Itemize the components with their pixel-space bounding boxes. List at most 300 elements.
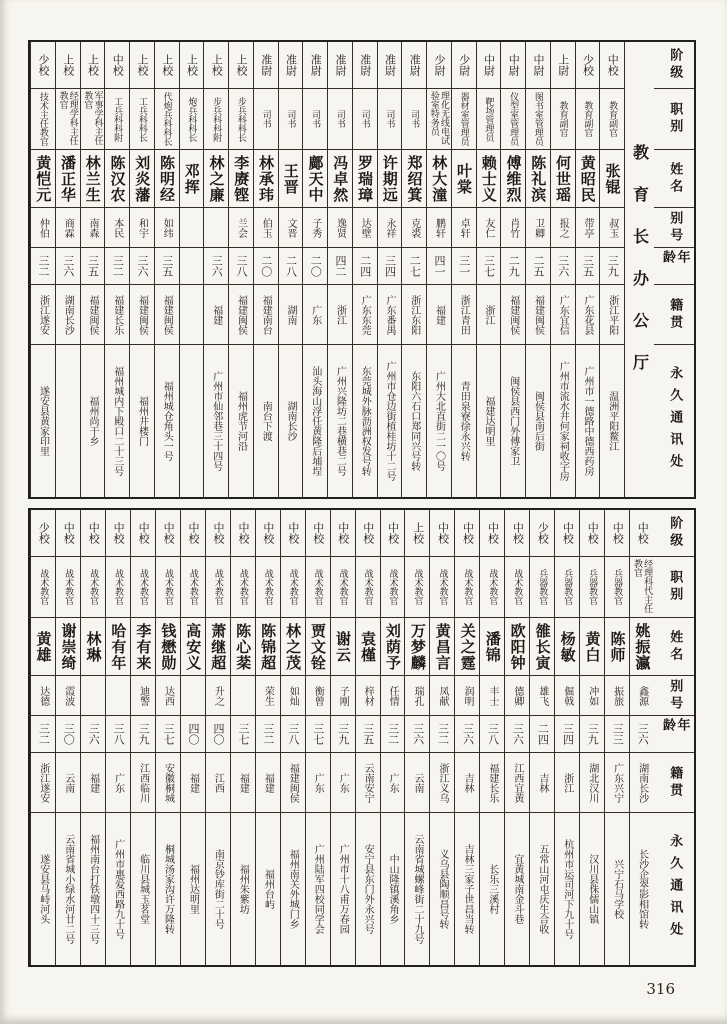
officer-column xyxy=(280,510,305,965)
rank-cell: 准尉 xyxy=(279,42,303,89)
age-cell: 三六 xyxy=(130,248,154,285)
age-cell: 二七 xyxy=(402,248,426,285)
header-address: 永久通讯处 xyxy=(667,366,683,476)
name-cell: 刘荫予 xyxy=(381,618,405,676)
duty-cell: 器材室管理员 xyxy=(452,89,476,150)
age-cell: 三二 xyxy=(430,716,454,753)
age-cell: 三九 xyxy=(580,716,604,753)
name-cell: 谢崇绮 xyxy=(56,618,80,676)
rank-cell: 中校 xyxy=(505,510,529,557)
officer-column xyxy=(426,42,451,497)
officer-column xyxy=(554,510,579,965)
officer-column xyxy=(104,42,129,497)
officer-column xyxy=(130,510,155,965)
rank-cell: 中校 xyxy=(580,510,604,557)
duty-cell: 教育副官 xyxy=(551,89,575,150)
native-cell: 福建闽侯 xyxy=(155,285,179,345)
duty-cell: 战术教官 xyxy=(231,557,255,618)
native-cell: 福建 xyxy=(427,285,451,345)
rank-cell: 中校 xyxy=(430,510,454,557)
duty-cell: 工兵科科长 xyxy=(130,89,154,150)
row-header-column xyxy=(654,510,694,965)
address-cell: 广州市十八甫万春园 xyxy=(337,844,349,934)
officer-column xyxy=(302,42,327,497)
name-cell: 许期远 xyxy=(378,150,402,208)
address-cell: 福州城仓角头一号 xyxy=(161,381,173,461)
officer-column xyxy=(305,510,330,965)
rank-cell: 上尉 xyxy=(551,42,575,89)
name-cell: 林之廉 xyxy=(204,150,228,208)
native-cell: 广东 xyxy=(303,285,327,345)
age-cell: 三九 xyxy=(331,716,355,753)
address-cell xyxy=(180,345,204,497)
native-cell: 福建闽侯 xyxy=(281,753,305,813)
officer-column xyxy=(230,510,255,965)
name-cell: 李赓铿 xyxy=(229,150,253,208)
address-cell: 广州市仓边街植桂坊十二号 xyxy=(383,361,395,481)
duty-cell: 经理科代主任教官 xyxy=(630,557,654,618)
age-cell: 三二 xyxy=(256,716,280,753)
officer-column xyxy=(599,42,624,497)
duty-cell: 司书 xyxy=(328,89,352,150)
duty-cell: 战术教官 xyxy=(331,557,355,618)
name-cell: 贾文铨 xyxy=(306,618,330,676)
age-cell: 三六 xyxy=(56,248,80,285)
header-native: 籍贯 xyxy=(654,285,694,345)
rank-cell: 少校 xyxy=(576,42,600,89)
officer-column xyxy=(604,510,629,965)
native-cell: 湖北汉川 xyxy=(580,753,604,813)
duty-cell: 战术教官 xyxy=(505,557,529,618)
native-cell: 云南安宁 xyxy=(356,753,380,813)
age-cell: 三二 xyxy=(31,248,55,285)
age-cell: 四〇 xyxy=(181,716,205,753)
alias-cell: 振旅 xyxy=(605,676,629,716)
name-cell: 雒长寅 xyxy=(530,618,554,676)
address-cell: 云南省城螺峰街二十九号 xyxy=(412,834,424,944)
row-header-column xyxy=(654,42,694,497)
native-cell: 浙江青田 xyxy=(452,285,476,345)
header-alias: 别号 xyxy=(654,208,694,248)
alias-cell: 卓轩 xyxy=(452,208,476,248)
address-cell: 福州南关外城门乡 xyxy=(287,849,299,929)
alias-cell: 迪警 xyxy=(131,676,155,716)
native-cell: 广东 xyxy=(306,753,330,813)
header-name: 姓名 xyxy=(654,618,694,676)
officer-column xyxy=(529,510,554,965)
address-cell: 临川县城玉茗堂 xyxy=(137,854,149,924)
rank-cell: 中校 xyxy=(106,510,130,557)
native-cell: 浙江 xyxy=(555,753,579,813)
rank-cell: 上校 xyxy=(405,510,429,557)
address-cell: 广州兴隆坊二巷横巷二号 xyxy=(334,366,346,476)
duty-cell: 军事学科主任教官 xyxy=(81,89,105,150)
officer-column xyxy=(80,42,105,497)
age-cell: 三六 xyxy=(204,248,228,285)
name-cell: 高安义 xyxy=(181,618,205,676)
native-cell: 福建 xyxy=(204,285,228,345)
rank-cell: 上校 xyxy=(155,42,179,89)
alias-cell: 报之 xyxy=(551,208,575,248)
name-cell: 林兰生 xyxy=(81,150,105,208)
duty-cell: 司书 xyxy=(279,89,303,150)
rank-cell: 中校 xyxy=(231,510,255,557)
native-cell: 福建 xyxy=(256,753,280,813)
alias-cell: 永祥 xyxy=(378,208,402,248)
age-cell: 三四 xyxy=(378,248,402,285)
officer-column xyxy=(129,42,154,497)
alias-cell: 商霖 xyxy=(56,208,80,248)
alias-cell xyxy=(180,208,204,248)
age-cell: 三五 xyxy=(81,248,105,285)
native-cell: 广东 xyxy=(106,753,130,813)
age-cell: 三二 xyxy=(105,248,129,285)
officer-column xyxy=(179,42,204,497)
duty-cell: 战术教官 xyxy=(206,557,230,618)
address-cell: 南台下渡 xyxy=(260,401,272,441)
age-cell: 三七 xyxy=(306,716,330,753)
duty-cell: 教育副官 xyxy=(576,89,600,150)
native-cell: 福建 xyxy=(181,753,205,813)
rank-cell: 准尉 xyxy=(402,42,426,89)
alias-cell: 兰会 xyxy=(229,208,253,248)
name-cell: 邓挥 xyxy=(180,150,204,208)
address-cell: 福建达明里 xyxy=(482,396,494,446)
alias-cell: 鹏轩 xyxy=(427,208,451,248)
duty-cell: 代炮兵科科长 xyxy=(155,89,179,150)
age-cell: 二八 xyxy=(279,248,303,285)
native-cell: 云南 xyxy=(56,753,80,813)
officer-column xyxy=(203,42,228,497)
officer-column xyxy=(451,42,476,497)
officers-table-top xyxy=(28,40,696,499)
name-cell: 欧阳钟 xyxy=(505,618,529,676)
officer-column xyxy=(205,510,230,965)
age-cell: 三二 xyxy=(381,716,405,753)
age-cell: 三二 xyxy=(31,716,55,753)
name-cell: 李有来 xyxy=(131,618,155,676)
native-cell: 浙江遂安 xyxy=(31,285,55,345)
name-cell: 林琳 xyxy=(81,618,105,676)
rank-cell: 中校 xyxy=(131,510,155,557)
alias-cell: 瑞孔 xyxy=(405,676,429,716)
alias-cell: 子秀 xyxy=(303,208,327,248)
rank-cell: 中校 xyxy=(306,510,330,557)
duty-cell: 司书 xyxy=(378,89,402,150)
age-cell: 三八 xyxy=(106,716,130,753)
name-cell: 林大潼 xyxy=(427,150,451,208)
alias-cell: 达德 xyxy=(31,676,55,716)
officer-column xyxy=(30,510,55,965)
duty-cell: 战术教官 xyxy=(455,557,479,618)
officer-column xyxy=(253,42,278,497)
age-cell: 三七 xyxy=(231,716,255,753)
duty-cell: 司书 xyxy=(402,89,426,150)
address-cell: 义乌县陶顺昌号转 xyxy=(437,849,448,929)
address-cell: 汉川县侏儒山镇 xyxy=(586,854,598,924)
name-cell: 赖士义 xyxy=(477,150,501,208)
address-cell: 兴宁石马学校 xyxy=(611,859,623,919)
officer-column xyxy=(355,510,380,965)
address-cell: 湖南长沙 xyxy=(284,401,296,441)
native-cell: 浙江遂安 xyxy=(31,753,55,813)
duty-cell: 战术教官 xyxy=(181,557,205,618)
age-cell: 三一 xyxy=(452,248,476,285)
header-native: 籍贯 xyxy=(654,753,694,813)
officer-column xyxy=(155,510,180,965)
officer-column xyxy=(80,510,105,965)
rank-cell: 少尉 xyxy=(452,42,476,89)
name-cell: 林承玮 xyxy=(254,150,278,208)
alias-cell: 逸贤 xyxy=(328,208,352,248)
native-cell: 福建闽侯 xyxy=(526,285,550,345)
address-cell: 福州达明里 xyxy=(187,864,199,914)
native-cell: 云南 xyxy=(405,753,429,813)
officer-column xyxy=(327,42,352,497)
rank-cell: 准尉 xyxy=(254,42,278,89)
alias-cell: 肖竹 xyxy=(501,208,525,248)
age-cell: 四二 xyxy=(328,248,352,285)
native-cell: 福建闽侯 xyxy=(81,285,105,345)
duty-cell: 司书 xyxy=(353,89,377,150)
name-cell: 冯卓然 xyxy=(328,150,352,208)
officer-column xyxy=(429,510,454,965)
alias-cell: 达西 xyxy=(156,676,180,716)
duty-cell: 司书 xyxy=(254,89,278,150)
rank-cell: 上校 xyxy=(130,42,154,89)
alias-cell: 仲伯 xyxy=(31,208,55,248)
duty-cell: 战术教官 xyxy=(156,557,180,618)
section-title-column xyxy=(624,42,654,497)
officer-column xyxy=(380,510,405,965)
age-cell: 三五 xyxy=(576,248,600,285)
rank-cell: 上校 xyxy=(56,42,80,89)
rank-cell: 中校 xyxy=(56,510,80,557)
name-cell: 万梦麟 xyxy=(405,618,429,676)
alias-cell: 丰士 xyxy=(480,676,504,716)
rank-cell: 中尉 xyxy=(477,42,501,89)
rank-cell: 上校 xyxy=(81,42,105,89)
age-cell: 三四 xyxy=(555,716,579,753)
address-cell: 福州城内下殿口二十三号 xyxy=(111,366,123,476)
duty-cell: 战术教官 xyxy=(430,557,454,618)
native-cell: 广东花县 xyxy=(576,285,600,345)
officer-column xyxy=(550,42,575,497)
rank-cell: 中校 xyxy=(381,510,405,557)
rank-cell: 中校 xyxy=(630,510,654,557)
alias-cell: 友仁 xyxy=(477,208,501,248)
duty-cell: 战术教官 xyxy=(306,557,330,618)
rank-cell: 中校 xyxy=(281,510,305,557)
alias-cell: 和宇 xyxy=(130,208,154,248)
officer-column xyxy=(476,42,501,497)
address-cell: 遂安县黄家印里 xyxy=(37,386,49,456)
rank-cell: 准尉 xyxy=(353,42,377,89)
duty-cell: 经理学科主任教官 xyxy=(56,89,80,150)
header-alias: 别号 xyxy=(654,676,694,716)
name-cell: 潘锦 xyxy=(480,618,504,676)
officer-column xyxy=(575,42,600,497)
address-cell: 汕头海山浮任黄隆后埔埕 xyxy=(309,366,321,476)
rank-cell: 中校 xyxy=(455,510,479,557)
name-cell: 鄺天中 xyxy=(303,150,327,208)
duty-cell: 战术教官 xyxy=(56,557,80,618)
alias-cell: 文晋 xyxy=(279,208,303,248)
header-rank: 阶级 xyxy=(654,42,694,89)
officer-column xyxy=(401,42,426,497)
name-cell: 郑绍箕 xyxy=(402,150,426,208)
alias-cell: 卫卿 xyxy=(526,208,550,248)
alias-cell: 达壁 xyxy=(353,208,377,248)
name-cell: 张锟 xyxy=(600,150,624,208)
address-cell: 宜黄城南金斗巷 xyxy=(511,854,523,924)
age-cell: 三九 xyxy=(600,248,624,285)
alias-cell: 梓材 xyxy=(356,676,380,716)
native-cell: 江西临川 xyxy=(131,753,155,813)
name-cell: 姚振瀛 xyxy=(630,618,654,676)
alias-cell xyxy=(204,208,228,248)
age-cell: 二〇 xyxy=(303,248,327,285)
age-cell: 三六 xyxy=(81,716,105,753)
rank-cell: 上校 xyxy=(229,42,253,89)
duty-cell: 兵器教官 xyxy=(605,557,629,618)
rank-cell: 中校 xyxy=(356,510,380,557)
duty-cell: 靶场管理员 xyxy=(477,89,501,150)
alias-cell: 衡曾 xyxy=(306,676,330,716)
name-cell: 黄昭民 xyxy=(576,150,600,208)
address-cell: 长沙企翠影相馆转 xyxy=(636,849,648,929)
duty-cell: 战术教官 xyxy=(356,557,380,618)
address-cell: 闽侯县西门外傅家卫 xyxy=(507,376,519,466)
name-cell: 关之霆 xyxy=(455,618,479,676)
header-address: 永久通讯处 xyxy=(667,834,683,944)
duty-cell: 司书 xyxy=(303,89,327,150)
officer-column xyxy=(454,510,479,965)
native-cell: 福建闽侯 xyxy=(130,285,154,345)
native-cell: 湖南 xyxy=(279,285,303,345)
native-cell: 安徽桐城 xyxy=(156,753,180,813)
alias-cell: 克裘 xyxy=(402,208,426,248)
rank-cell: 中校 xyxy=(555,510,579,557)
name-cell: 萧继超 xyxy=(206,618,230,676)
address-cell: 桐城汤家沟许万隆转 xyxy=(162,844,174,934)
native-cell: 浙江 xyxy=(477,285,501,345)
alias-cell: 子刚 xyxy=(331,676,355,716)
duty-cell: 理化无线电试验室特务员 xyxy=(427,89,451,150)
duty-cell: 技术主任教官 xyxy=(31,89,55,150)
alias-cell: 如灿 xyxy=(281,676,305,716)
alias-cell: 伯玉 xyxy=(254,208,278,248)
native-cell: 江西宜黄 xyxy=(505,753,529,813)
alias-cell: 冲如 xyxy=(580,676,604,716)
address-cell: 长乐三溪村 xyxy=(486,864,498,914)
duty-cell: 兵器教官 xyxy=(530,557,554,618)
native-cell: 吉林 xyxy=(530,753,554,813)
native-cell: 福建长乐 xyxy=(105,285,129,345)
native-cell: 浙江东阳 xyxy=(402,285,426,345)
native-cell: 浙江平阳 xyxy=(600,285,624,345)
native-cell: 福建南台 xyxy=(254,285,278,345)
address-cell: 福州南台打铁墩四十三号 xyxy=(87,834,99,944)
officer-column xyxy=(500,42,525,497)
address-cell: 青田泉寮徐永兴转 xyxy=(458,381,470,461)
alias-cell xyxy=(181,676,205,716)
native-cell: 江西 xyxy=(206,753,230,813)
alias-cell xyxy=(106,676,130,716)
native-cell: 湖南长沙 xyxy=(56,285,80,345)
age-cell: 三八 xyxy=(281,716,305,753)
alias-cell: 带亭 xyxy=(576,208,600,248)
native-cell: 福建 xyxy=(81,753,105,813)
rank-cell: 少校 xyxy=(31,510,55,557)
duty-cell: 战术教官 xyxy=(281,557,305,618)
duty-cell: 炮兵科科长 xyxy=(180,89,204,150)
rank-cell: 中校 xyxy=(605,510,629,557)
address-cell: 广州市一德路中德西药房 xyxy=(581,366,593,476)
age-cell: 二四 xyxy=(530,716,554,753)
name-cell: 潘正华 xyxy=(56,150,80,208)
officer-column xyxy=(154,42,179,497)
age-cell: 三六 xyxy=(630,716,654,753)
officer-column xyxy=(404,510,429,965)
address-cell: 福州尚干乡 xyxy=(86,396,98,446)
native-cell: 福建长乐 xyxy=(480,753,504,813)
age-cell: 三五 xyxy=(356,716,380,753)
address-cell: 五常山河屯庆生合收 xyxy=(536,844,548,934)
duty-cell: 兵器教官 xyxy=(580,557,604,618)
rank-cell: 准尉 xyxy=(328,42,352,89)
age-cell: 三六 xyxy=(505,716,529,753)
duty-cell: 仪型室管理员 xyxy=(501,89,525,150)
age-cell: 三六 xyxy=(405,716,429,753)
alias-cell xyxy=(81,676,105,716)
rank-cell: 准尉 xyxy=(378,42,402,89)
alias-cell: 任情 xyxy=(381,676,405,716)
native-cell: 广东番禺 xyxy=(378,285,402,345)
name-cell: 黄恺元 xyxy=(31,150,55,208)
address-cell: 广州市仙邻巷三十四号 xyxy=(210,371,222,471)
duty-cell: 战术教官 xyxy=(131,557,155,618)
rank-cell: 中校 xyxy=(81,510,105,557)
age-cell: 三七 xyxy=(477,248,501,285)
officer-column xyxy=(278,42,303,497)
rank-cell: 上校 xyxy=(180,42,204,89)
name-cell: 王晋 xyxy=(279,150,303,208)
header-duty: 职别 xyxy=(654,89,694,150)
age-cell: 三九 xyxy=(131,716,155,753)
section-title-education-office: 教育长办公厅 xyxy=(630,143,650,396)
officer-column xyxy=(30,42,55,497)
rank-cell: 少校 xyxy=(530,510,554,557)
alias-cell: 倔戟 xyxy=(555,676,579,716)
address-cell: 安宁县东门外永兴号 xyxy=(362,844,374,934)
header-age: 年龄 xyxy=(654,248,694,285)
officers-table-bottom xyxy=(28,508,696,967)
rank-cell: 中校 xyxy=(206,510,230,557)
duty-cell: 战术教官 xyxy=(81,557,105,618)
native-cell: 浙江义乌 xyxy=(430,753,454,813)
age-cell: 二四 xyxy=(353,248,377,285)
age-cell: 四〇 xyxy=(206,716,230,753)
address-cell: 广州陆军四校同学会 xyxy=(312,844,324,934)
rank-cell: 中校 xyxy=(156,510,180,557)
address-cell: 南京钞库街二十号 xyxy=(212,849,224,929)
name-cell: 何世瑶 xyxy=(551,150,575,208)
age-cell xyxy=(180,248,204,285)
name-cell: 陈汉农 xyxy=(105,150,129,208)
header-duty: 职别 xyxy=(654,557,694,618)
age-cell: 三六 xyxy=(551,248,575,285)
